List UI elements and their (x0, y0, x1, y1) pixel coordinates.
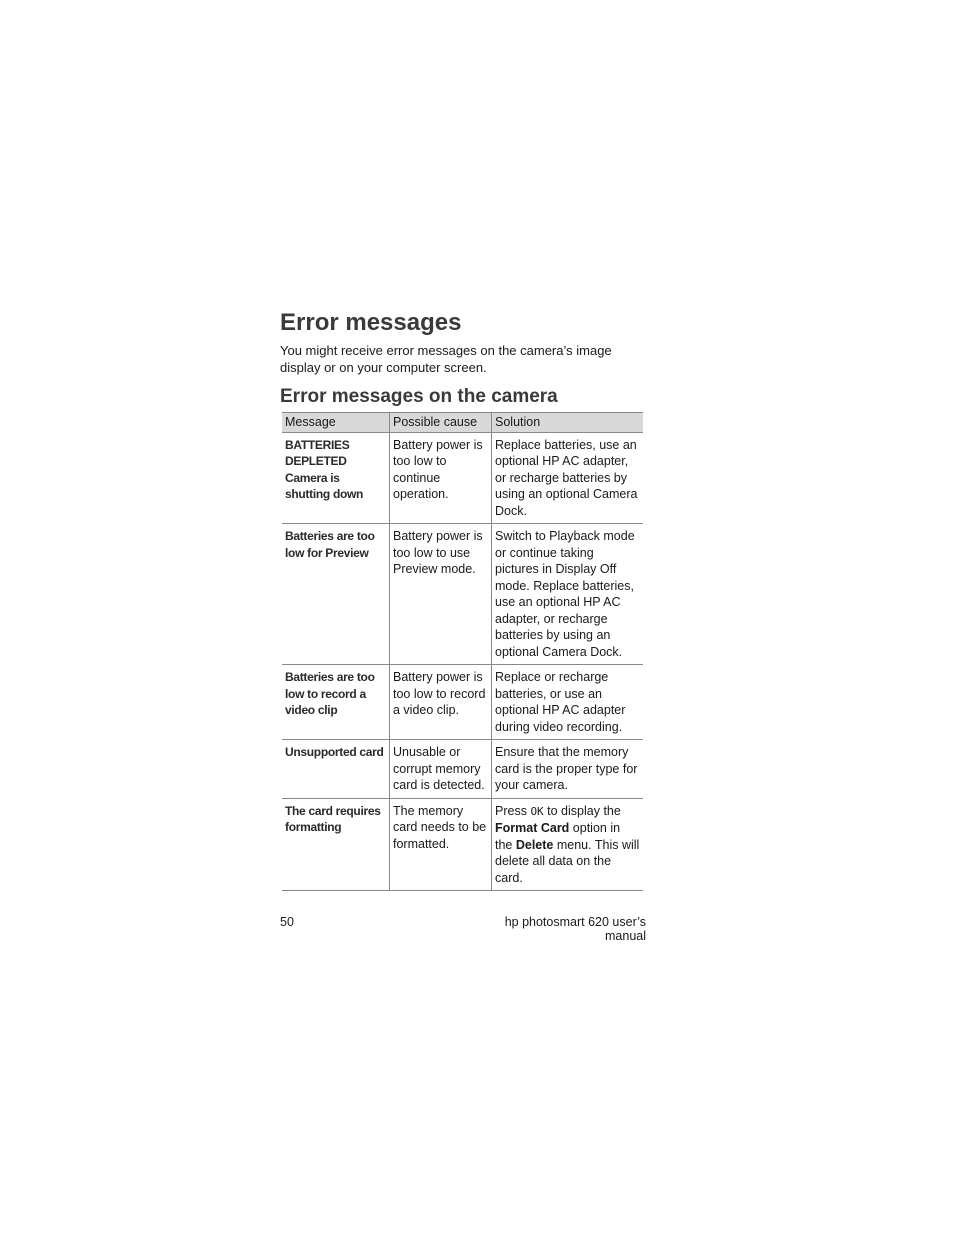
solution-cell: Replace batteries, use an optional HP AC adapter, or recharge batteries by using an optional Camera Dock. (492, 432, 644, 524)
solution-cell: Replace or recharge batteries, or use an optional HP AC adapter during video recording. (492, 665, 644, 740)
header-solution: Solution (492, 413, 644, 433)
delete-menu-label: Delete (515, 837, 554, 852)
message-cell: Batteries are too low to record a video clip (282, 665, 390, 740)
cause-cell: Unusable or corrupt memory card is detected. (390, 740, 492, 799)
cause-cell: The memory card needs to be formatted. (390, 798, 492, 891)
format-card-option: Format Card (495, 821, 570, 835)
header-message: Message (282, 413, 390, 433)
header-possible-cause: Possible cause (390, 413, 492, 433)
solution-text: Press (495, 803, 531, 818)
message-cell: The card requires formatting (282, 798, 390, 891)
solution-text: menu. This will delete all data on the card. (495, 837, 640, 885)
page-number: 50 (280, 915, 294, 929)
cause-cell: Battery power is too low to record a video clip. (390, 665, 492, 740)
solution-cell: Ensure that the memory card is the proper type for your camera. (492, 740, 644, 799)
intro-paragraph: You might receive error messages on the camera’s image display or on your computer screen. (280, 343, 612, 375)
table-header-row (282, 413, 643, 433)
table-row (282, 665, 643, 740)
error-messages-table (282, 412, 643, 891)
message-cell: BATTERIES DEPLETED Camera is shutting down (282, 432, 390, 524)
message-cell: Batteries are too low for Preview (282, 524, 390, 665)
table-row (282, 524, 643, 665)
table-row (282, 740, 643, 799)
solution-cell: Switch to Playback mode or continue taking pictures in Display Off mode. Replace batteries, use an optional HP AC adapter, or recharge batteries by using an optional Camera Dock. (492, 524, 644, 665)
section-title: Error messages on the camera (280, 386, 558, 407)
message-cell: Unsupported card (282, 740, 390, 799)
manual-title: hp photosmart 620 user’s manual (504, 915, 646, 943)
table-row (282, 432, 643, 524)
table-row (282, 798, 643, 891)
solution-text: option in the (495, 821, 621, 852)
solution-cell (492, 798, 644, 891)
cause-cell: Battery power is too low to continue operation. (390, 432, 492, 524)
page-title: Error messages (280, 309, 462, 336)
cause-cell: Battery power is too low to use Preview mode. (390, 524, 492, 665)
ok-key-label: OK (530, 804, 544, 818)
solution-text: to display the (543, 803, 621, 818)
